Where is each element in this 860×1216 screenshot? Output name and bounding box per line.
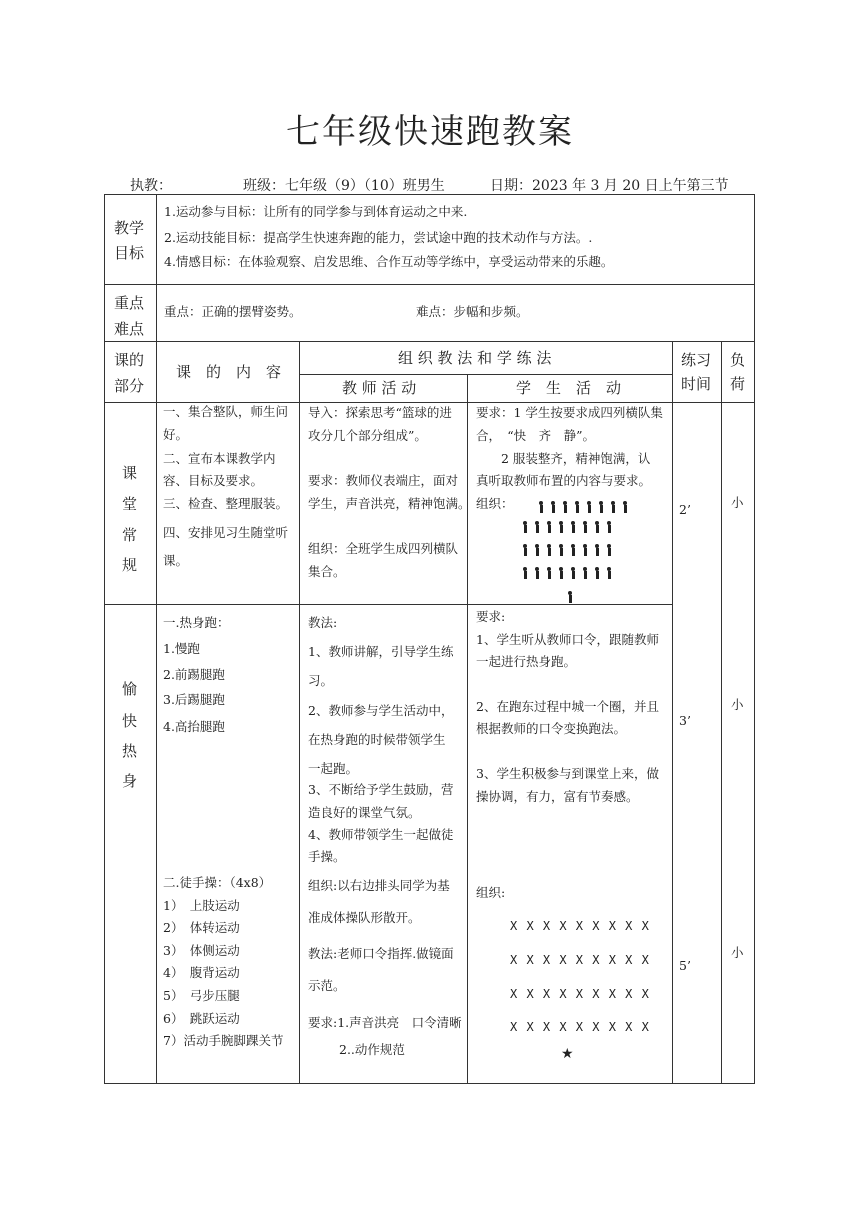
key-point: 重点：正确的摆臂姿势。 — [164, 304, 302, 319]
formation-x-row: X X X X X X X X X — [510, 953, 650, 967]
date-field: 日期：2023 年 3 月 20 日上午第三节 — [490, 178, 729, 194]
class-field: 班级：七年级（9）（10）班男生 — [243, 178, 445, 194]
header-time-1: 练习 — [681, 351, 712, 369]
section2-teacher-line: 准成体操队形散开。 — [308, 910, 421, 925]
section2-student-line: 操协调，有力，富有节奏感。 — [476, 789, 639, 804]
formation-row — [522, 518, 618, 537]
goals-label-2: 目标 — [114, 244, 145, 262]
section1-teacher-line: 学生，声音洪亮，精神饱满。 — [308, 496, 471, 511]
student-figure-icon — [546, 567, 551, 579]
section2-name-char: 身 — [122, 772, 138, 790]
student-figure-icon — [546, 521, 551, 533]
section1-org-label: 组织： — [476, 496, 514, 511]
difficulty-point: 难点：步幅和步频。 — [416, 304, 529, 319]
section1-content-line: 三、检查、整理服装。 — [163, 496, 289, 511]
section2-content-line: 2.前踢腿跑 — [163, 667, 225, 682]
keypoints-label-2: 难点 — [114, 320, 145, 338]
section2-content-line: 1.慢跑 — [163, 641, 200, 656]
header-load-1: 负 — [730, 351, 746, 369]
section2-content-line: 一.热身跑： — [163, 615, 230, 630]
student-figure-icon — [558, 521, 563, 533]
student-figure-icon — [522, 567, 527, 579]
section1-content-line: 容、目标及要求。 — [163, 473, 264, 488]
section2-teacher-line: 示范。 — [308, 978, 346, 993]
section2-teacher-line: 在热身跑的时候带领学生 — [308, 732, 446, 747]
student-figure-icon — [582, 544, 587, 556]
student-figure-icon — [546, 544, 551, 556]
section1-name-char: 常 — [122, 526, 138, 544]
section1-teacher-line: 攻分几个部分组成”。 — [308, 428, 427, 443]
formation-row — [538, 498, 634, 517]
student-figure-icon — [534, 544, 539, 556]
section2-content-line: 3.后踢腿跑 — [163, 692, 225, 707]
section2-exercise-line: 2） 体转运动 — [163, 920, 240, 935]
student-figure-icon — [538, 501, 543, 513]
student-figure-icon — [606, 567, 611, 579]
section2-time-b: 5’ — [679, 958, 691, 973]
section1-content-line: 一、集合整队，师生问 — [163, 404, 289, 419]
header-load-2: 荷 — [730, 375, 746, 393]
section2-name-char: 愉 — [122, 680, 138, 698]
section1-time: 2’ — [679, 502, 691, 517]
section1-content-line: 二、宣布本课教学内 — [163, 451, 276, 466]
student-figure-icon — [550, 501, 555, 513]
goal-item: 1.运动参与目标：让所有的同学参与到体育运动之中来. — [164, 204, 468, 219]
student-figure-icon — [594, 567, 599, 579]
section2-exercise-line: 7）活动手腕脚踝关节 — [163, 1033, 284, 1048]
student-figure-icon — [610, 501, 615, 513]
student-figure-icon — [594, 544, 599, 556]
section2-student-line: 2、在跑东过程中城一个圈，并且 — [476, 699, 659, 714]
keypoints-label-1: 重点 — [114, 294, 145, 312]
student-figure-icon — [570, 544, 575, 556]
header-method: 组 织 教 法 和 学 练 法 — [398, 349, 552, 367]
section1-name-char: 规 — [122, 556, 138, 574]
student-figure-icon — [594, 521, 599, 533]
section1-student-line: 真听取教师布置的内容与要求。 — [476, 473, 652, 488]
section2-time-a: 3’ — [679, 713, 691, 728]
section1-teacher-line: 组织：全班学生成四列横队 — [308, 541, 459, 556]
section1-content-line: 好。 — [163, 427, 189, 442]
section1-teacher-line: 要求：教师仪表端庄，面对 — [308, 473, 459, 488]
section1-content-line: 课。 — [163, 553, 189, 568]
section1-name-char: 堂 — [122, 495, 138, 513]
section2-teacher-line: 要求:1.声音洪亮 口令清晰 — [308, 1015, 462, 1030]
student-figure-icon — [622, 501, 627, 513]
student-figure-icon — [606, 521, 611, 533]
student-figure-icon — [522, 544, 527, 556]
formation-x-row: X X X X X X X X X — [510, 987, 650, 1001]
section1-content-line: 四、安排见习生随堂听 — [163, 525, 289, 540]
section1-teacher-line: 导入：探索思考“篮球的进 — [308, 405, 452, 420]
section1-teacher-line: 集合。 — [308, 564, 346, 579]
section2-teacher-line: 造良好的课堂气氛。 — [308, 805, 421, 820]
header-time-2: 时间 — [681, 375, 712, 393]
header-student: 学 生 活 动 — [516, 379, 622, 397]
section2-student-line: 要求: — [476, 609, 506, 624]
student-figure-icon — [582, 567, 587, 579]
section1-student-line: 合， “快 齐 静”。 — [476, 428, 596, 443]
section2-teacher-line: 2、教师参与学生活动中， — [308, 703, 454, 718]
goal-item: 2.运动技能目标：提高学生快速奔跑的能力，尝试途中跑的技术动作与方法。. — [164, 230, 593, 245]
teacher-field: 执教： — [130, 178, 172, 194]
section2-exercise-line: 二.徒手操：（4x8） — [163, 875, 272, 890]
section2-teacher-line: 教法:老师口令指挥.做镜面 — [308, 946, 454, 961]
header-part-2: 部分 — [114, 377, 145, 395]
section2-teacher-line: 3、不断给予学生鼓励，营 — [308, 782, 454, 797]
student-figure-icon — [586, 501, 591, 513]
section2-exercise-line: 6） 跳跃运动 — [163, 1011, 240, 1026]
section2-exercise-line: 4） 腹背运动 — [163, 965, 240, 980]
student-figure-icon — [522, 521, 527, 533]
student-figure-icon — [534, 567, 539, 579]
section2-teacher-line: 教法: — [308, 615, 338, 630]
goal-item: 4.情感目标：在体验观察、启发思维、合作互动等学练中，享受运动带来的乐趣。 — [164, 254, 614, 269]
section1-student-line: 2 服装整齐，精神饱满，认 — [476, 451, 651, 466]
section2-student-line: 1、学生听从教师口令，跟随教师 — [476, 632, 659, 647]
section1-student-line: 要求：1 学生按要求成四列横队集 — [476, 405, 663, 420]
student-figure-icon — [582, 521, 587, 533]
student-figure-icon — [598, 501, 603, 513]
student-figure-icon — [534, 521, 539, 533]
goals-label-1: 教学 — [114, 219, 145, 237]
formation-x-row: X X X X X X X X X — [510, 1020, 650, 1034]
teacher-star-icon: ★ — [561, 1046, 574, 1062]
header-teacher: 教 师 活 动 — [342, 379, 417, 397]
section2-name-char: 快 — [122, 712, 138, 730]
section2-teacher-line: 4、教师带领学生一起做徒 — [308, 827, 454, 842]
teacher-position — [567, 588, 579, 607]
section2-exercise-line: 1） 上肢运动 — [163, 898, 240, 913]
section2-load-b: 小 — [731, 945, 744, 960]
section2-student-line: 根据教师的口令变换跑法。 — [476, 721, 627, 736]
student-figure-icon — [558, 567, 563, 579]
section1-load: 小 — [731, 495, 744, 510]
section2-teacher-line: 2..动作规范 — [339, 1042, 405, 1057]
teacher-figure-icon — [567, 591, 572, 603]
formation-row — [522, 564, 618, 583]
section2-name-char: 热 — [122, 742, 138, 760]
section2-org-label: 组织: — [476, 885, 506, 900]
student-figure-icon — [606, 544, 611, 556]
header-part-1: 课的 — [114, 351, 145, 369]
header-content: 课 的 内 容 — [176, 363, 282, 381]
page-title: 七年级快速跑教案 — [286, 112, 574, 152]
section2-teacher-line: 习。 — [308, 673, 334, 688]
student-figure-icon — [562, 501, 567, 513]
section2-exercise-line: 3） 体侧运动 — [163, 943, 240, 958]
student-figure-icon — [558, 544, 563, 556]
student-figure-icon — [570, 567, 575, 579]
section2-student-line: 一起进行热身跑。 — [476, 654, 577, 669]
section2-teacher-line: 1、教师讲解，引导学生练 — [308, 644, 454, 659]
formation-x-row: X X X X X X X X X — [510, 919, 650, 933]
section2-teacher-line: 组织:以右边排头同学为基 — [308, 878, 450, 893]
section2-load-a: 小 — [731, 697, 744, 712]
section2-exercise-line: 5） 弓步压腿 — [163, 988, 240, 1003]
section1-name-char: 课 — [122, 464, 138, 482]
formation-row — [522, 541, 618, 560]
student-figure-icon — [570, 521, 575, 533]
section2-teacher-line: 手操。 — [308, 849, 346, 864]
section2-student-line: 3、学生积极参与到课堂上来，做 — [476, 766, 659, 781]
section2-teacher-line: 一起跑。 — [308, 761, 359, 776]
student-figure-icon — [574, 501, 579, 513]
section2-content-line: 4.高抬腿跑 — [163, 719, 225, 734]
